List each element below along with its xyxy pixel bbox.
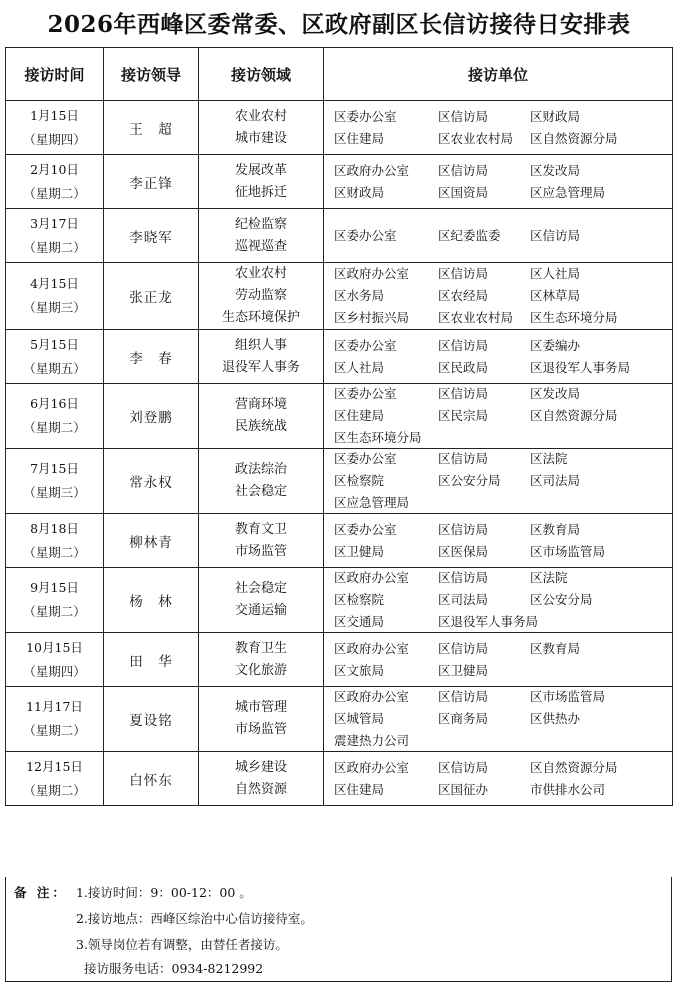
unit-item: 区自然资源分局	[530, 759, 618, 775]
units-cell	[324, 687, 673, 752]
visit-date-cell	[6, 384, 104, 449]
domain-item: 组织人事	[234, 337, 287, 353]
unit-item: 区应急管理局	[334, 495, 410, 510]
notes-label: 备 注：	[14, 885, 68, 900]
header-domain: 接访领域	[199, 48, 324, 101]
visit-weekday: （星期四）	[23, 131, 86, 147]
visit-date-cell	[6, 568, 104, 633]
table-row	[6, 263, 673, 330]
unit-item: 区政府办公室	[334, 266, 410, 281]
unit-item: 区公安分局	[530, 592, 593, 607]
table-row	[6, 209, 673, 263]
unit-item: 区退役军人事务局	[530, 359, 631, 375]
notes-section	[5, 877, 672, 982]
unit-item: 区司法局	[530, 473, 581, 488]
unit-item: 区委办公室	[334, 386, 397, 401]
leader-name: 李 春	[104, 330, 199, 384]
unit-item: 区信访局	[438, 521, 489, 537]
visit-date-cell	[6, 155, 104, 209]
unit-item: 区委办公室	[334, 227, 397, 243]
units-cell	[324, 330, 673, 384]
visit-weekday: （星期四）	[23, 663, 86, 679]
unit-item: 区信访局	[438, 108, 489, 124]
unit-item: 区林草局	[530, 288, 581, 303]
unit-item: 区检察院	[334, 473, 385, 488]
visit-weekday: （星期三）	[23, 300, 86, 315]
unit-item: 区教育局	[530, 521, 581, 537]
unit-item: 区政府办公室	[334, 640, 410, 656]
unit-item: 区乡村振兴局	[334, 310, 410, 325]
leader-name: 白怀东	[104, 752, 199, 806]
unit-item: 区市场监管局	[530, 543, 606, 559]
unit-item: 区政府办公室	[334, 689, 410, 704]
leader-name: 张正龙	[104, 263, 199, 330]
domain-item: 劳动监察	[234, 288, 287, 303]
unit-item: 区商务局	[438, 711, 489, 726]
table-row	[6, 384, 673, 449]
visit-date: 6月16日	[30, 396, 79, 411]
domain-item: 城市管理	[234, 700, 287, 715]
domain-cell	[199, 449, 324, 514]
unit-item: 区法院	[530, 451, 568, 466]
unit-item: 区财政局	[334, 184, 385, 200]
domain-cell	[199, 384, 324, 449]
domain-item: 社会稳定	[234, 484, 287, 499]
visit-weekday: （星期二）	[23, 723, 86, 738]
unit-item: 区应急管理局	[530, 184, 606, 200]
unit-item: 区农业农村局	[438, 130, 514, 146]
domain-item: 政法综治	[234, 462, 287, 477]
domain-item: 社会稳定	[234, 581, 287, 596]
unit-item: 区卫健局	[438, 662, 489, 678]
unit-item: 区公安分局	[438, 473, 501, 488]
domain-item: 征地拆迁	[234, 184, 287, 200]
domain-item: 退役军人事务	[221, 359, 300, 375]
unit-item: 区教育局	[530, 640, 581, 656]
unit-item: 区城管局	[334, 711, 385, 726]
domain-item: 巡视巡查	[234, 238, 287, 254]
visit-date-cell	[6, 633, 104, 687]
units-cell	[324, 752, 673, 806]
visit-date: 1月15日	[30, 107, 79, 123]
table-row	[6, 101, 673, 155]
unit-item: 区自然资源分局	[530, 408, 618, 423]
units-cell	[324, 384, 673, 449]
unit-item: 区交通局	[334, 614, 385, 629]
unit-item: 区水务局	[334, 288, 385, 303]
units-cell	[324, 449, 673, 514]
domain-item: 营商环境	[234, 397, 287, 412]
leader-name: 柳林青	[104, 514, 199, 568]
table-header-row	[6, 48, 673, 101]
leader-name: 夏设铭	[104, 687, 199, 752]
visit-date: 2月10日	[30, 161, 79, 177]
unit-item: 区信访局	[530, 227, 581, 243]
domain-item: 民族统战	[234, 419, 287, 434]
unit-item: 区农业农村局	[438, 310, 514, 325]
domain-cell	[199, 330, 324, 384]
unit-item: 区农经局	[438, 288, 489, 303]
unit-item: 区退役军人事务局	[438, 614, 539, 629]
unit-item: 区住建局	[334, 408, 385, 423]
unit-item: 震建热力公司	[334, 733, 410, 748]
unit-item: 区国资局	[438, 184, 489, 200]
visit-date-cell	[6, 514, 104, 568]
visit-weekday: （星期三）	[23, 485, 86, 500]
note-item: 1.接访时间：9：00-12：00 。	[76, 885, 252, 900]
visit-date: 8月18日	[30, 520, 79, 536]
unit-item: 市供排水公司	[530, 781, 606, 797]
domain-item: 市场监管	[234, 543, 287, 559]
service-phone: 接访服务电话：0934-8212992	[84, 961, 264, 976]
visit-weekday: （星期二）	[23, 420, 86, 435]
table-row	[6, 633, 673, 687]
note-item: 2.接访地点：西峰区综治中心信访接待室。	[76, 911, 313, 926]
unit-item: 区委编办	[530, 337, 581, 353]
domain-cell	[199, 568, 324, 633]
table-row	[6, 155, 673, 209]
visit-weekday: （星期二）	[23, 239, 86, 255]
domain-cell	[199, 687, 324, 752]
unit-item: 区信访局	[438, 386, 489, 401]
visit-date-cell	[6, 330, 104, 384]
domain-item: 教育卫生	[234, 640, 287, 656]
visit-weekday: （星期二）	[23, 604, 86, 619]
unit-item: 区纪委监委	[438, 227, 501, 243]
visit-date-cell	[6, 687, 104, 752]
unit-item: 区卫健局	[334, 543, 385, 559]
unit-item: 区人社局	[530, 266, 581, 281]
domain-cell	[199, 155, 324, 209]
units-cell	[324, 568, 673, 633]
visit-date-cell	[6, 449, 104, 514]
domain-item: 城乡建设	[234, 759, 287, 775]
domain-cell	[199, 263, 324, 330]
domain-cell	[199, 101, 324, 155]
visit-date-cell	[6, 263, 104, 330]
unit-item: 区检察院	[334, 592, 385, 607]
unit-item: 区民政局	[438, 359, 489, 375]
visit-weekday: （星期五）	[23, 360, 86, 376]
domain-item: 自然资源	[234, 781, 287, 797]
unit-item: 区发改局	[530, 162, 581, 178]
visit-weekday: （星期二）	[23, 782, 86, 798]
table-row	[6, 568, 673, 633]
visit-date-cell	[6, 209, 104, 263]
unit-item: 区信访局	[438, 759, 489, 775]
visit-weekday: （星期二）	[23, 544, 86, 560]
page-title: 2026年西峰区委常委、区政府副区长信访接待日安排表	[47, 11, 631, 38]
unit-item: 区自然资源分局	[530, 130, 618, 146]
units-cell	[324, 155, 673, 209]
visit-date: 4月15日	[30, 276, 79, 291]
schedule-table	[5, 47, 673, 806]
unit-item: 区信访局	[438, 162, 489, 178]
unit-item: 区信访局	[438, 451, 489, 466]
unit-item: 区住建局	[334, 781, 385, 797]
domain-item: 生态环境保护	[221, 310, 300, 325]
unit-item: 区信访局	[438, 337, 489, 353]
table-row	[6, 687, 673, 752]
unit-item: 区民宗局	[438, 408, 489, 423]
leader-name: 王 超	[104, 101, 199, 155]
table-row	[6, 449, 673, 514]
unit-item: 区信访局	[438, 640, 489, 656]
unit-item: 区司法局	[438, 592, 489, 607]
unit-item: 区委办公室	[334, 337, 397, 353]
unit-item: 区委办公室	[334, 521, 397, 537]
leader-name: 李正锋	[104, 155, 199, 209]
domain-item: 农业农村	[234, 266, 287, 281]
table-row	[6, 330, 673, 384]
visit-date: 5月15日	[30, 336, 79, 352]
visit-date-cell	[6, 101, 104, 155]
unit-item: 区市场监管局	[530, 689, 606, 704]
units-cell	[324, 263, 673, 330]
header-leader: 接访领导	[104, 48, 199, 101]
table-row	[6, 514, 673, 568]
unit-item: 区信访局	[438, 689, 489, 704]
note-item: 3.领导岗位若有调整，由替任者接访。	[76, 937, 288, 952]
unit-item: 区生态环境分局	[334, 430, 422, 445]
unit-item: 区政府办公室	[334, 759, 410, 775]
header-units: 接访单位	[324, 48, 673, 101]
domain-item: 交通运输	[234, 603, 287, 618]
unit-item: 区文旅局	[334, 662, 385, 678]
leader-name: 杨 林	[104, 568, 199, 633]
visit-date: 7月15日	[30, 461, 79, 476]
unit-item: 区政府办公室	[334, 162, 410, 178]
unit-item: 区人社局	[334, 359, 385, 375]
domain-item: 发展改革	[234, 162, 287, 178]
unit-item: 区委办公室	[334, 451, 397, 466]
visit-date-cell	[6, 752, 104, 806]
units-cell	[324, 514, 673, 568]
domain-item: 农业农村	[234, 108, 287, 124]
domain-cell	[199, 209, 324, 263]
units-cell	[324, 209, 673, 263]
unit-item: 区财政局	[530, 108, 581, 124]
unit-item: 区供热办	[530, 711, 581, 726]
header-time: 接访时间	[6, 48, 104, 101]
domain-cell	[199, 633, 324, 687]
domain-item: 教育文卫	[234, 521, 287, 537]
leader-name: 李晓军	[104, 209, 199, 263]
unit-item: 区委办公室	[334, 108, 397, 124]
unit-item: 区发改局	[530, 386, 581, 401]
visit-date: 11月17日	[26, 699, 83, 714]
leader-name: 常永权	[104, 449, 199, 514]
domain-item: 城市建设	[234, 130, 287, 146]
unit-item: 区生态环境分局	[530, 310, 618, 325]
visit-date: 12月15日	[26, 758, 83, 774]
units-cell	[324, 101, 673, 155]
unit-item: 区住建局	[334, 130, 385, 146]
units-cell	[324, 633, 673, 687]
unit-item: 区政府办公室	[334, 570, 410, 585]
domain-cell	[199, 752, 324, 806]
domain-item: 纪检监察	[234, 216, 287, 232]
visit-date: 3月17日	[30, 215, 79, 231]
domain-cell	[199, 514, 324, 568]
leader-name: 田 华	[104, 633, 199, 687]
table-row	[6, 752, 673, 806]
visit-date: 9月15日	[30, 580, 79, 595]
unit-item: 区法院	[530, 570, 568, 585]
domain-item: 市场监管	[234, 722, 287, 737]
leader-name: 刘登鹏	[104, 384, 199, 449]
unit-item: 区信访局	[438, 266, 489, 281]
visit-weekday: （星期二）	[23, 185, 86, 201]
unit-item: 区信访局	[438, 570, 489, 585]
unit-item: 区国征办	[438, 781, 489, 797]
domain-item: 文化旅游	[234, 662, 287, 678]
visit-date: 10月15日	[26, 639, 83, 655]
unit-item: 区医保局	[438, 543, 489, 559]
